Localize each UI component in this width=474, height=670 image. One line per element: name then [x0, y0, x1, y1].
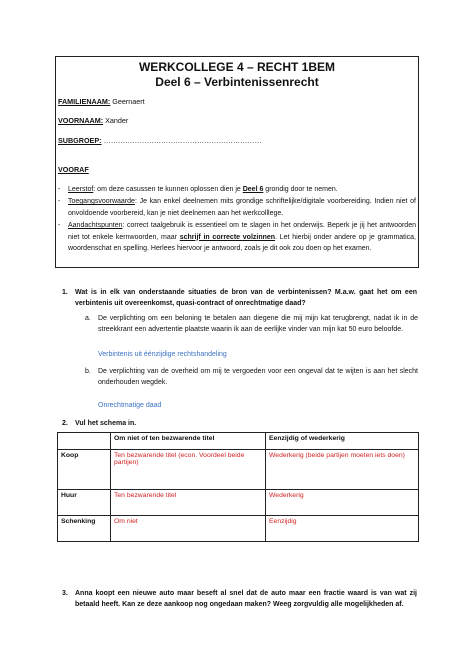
- toegang-text: : Je kan enkel deelnemen mits grondige schriftelijke/digitale voorbereiding. Indien niet of onvoldoende voorbereid, kan je niet deelnemen aan het werkcolllege.: [68, 198, 416, 217]
- answer-cell[interactable]: Wederkerig: [266, 490, 419, 516]
- voornaam-line: [58, 116, 128, 125]
- table-row: [58, 490, 419, 516]
- bullet-aandacht: [58, 220, 416, 255]
- row-label: Koop: [58, 450, 111, 490]
- question-1b: [85, 366, 418, 388]
- answer-cell[interactable]: Ten bezwarende titel: [111, 490, 266, 516]
- row-label: Schenking: [58, 516, 111, 542]
- answer-1b[interactable]: Onrechtmatige daad: [98, 402, 162, 409]
- leerstof-text-end: grondig door te nemen.: [263, 186, 338, 193]
- leerstof-text: : om deze casussen te kunnen oplossen dien je: [93, 186, 243, 193]
- question-1: [62, 287, 417, 309]
- sub-letter: a.: [85, 315, 91, 322]
- bullet-dash: -: [58, 186, 61, 193]
- familienaam-line: [58, 97, 145, 106]
- sub-text: De verplichting van de overheid om mij te vergoeden voor een ongeval dat te wijten is aan het slecht onderhouden wegdek.: [98, 368, 418, 386]
- aandacht-text: : correct taalgebruik is essentieel om te slagen in het onderwijs. Beperk je jij het antwoorden niet tot enkele kernwoorden, maar: [68, 222, 416, 241]
- sub-text: De verplichting om een beloning te betalen aan diegene die mij mijn kat terugbrengt, nadat ik in de streekkrant een advertentie plaatste waarin ik aan de eerlijke vinder van mijn kat 50 euro beloofde.: [98, 315, 418, 333]
- question-3: [62, 588, 417, 610]
- table-header-cell: [58, 433, 111, 450]
- bullet-dash: -: [58, 222, 61, 229]
- row-label: Huur: [58, 490, 111, 516]
- bullet-leerstof: [58, 184, 416, 196]
- toegang-label: Toegangsvoorwaarde: [68, 198, 135, 205]
- answer-1a[interactable]: Verbintenis uit éénzijdige rechtshandeling: [98, 351, 227, 358]
- sub-letter: b.: [85, 368, 91, 375]
- leerstof-label: Leerstof: [68, 186, 94, 193]
- subgroep-label: SUBGROEP:: [58, 136, 102, 145]
- aandacht-text-end: . Let hierbij onder andere op je grammatica, woordenschat en spelling. Herlees hiervoor je antwoord, zoals je dit ook zou doen op het examen.: [68, 233, 417, 252]
- question-number: 3.: [62, 590, 68, 597]
- bullet-toegang: [58, 196, 416, 219]
- voornaam-value: Xander: [103, 116, 129, 125]
- question-text: Vul het schema in.: [75, 420, 137, 427]
- question-text: Anna koopt een nieuwe auto maar beseft al snel dat de auto maar een fractie waard is van wat zij betaald heeft. Kan ze deze aankoop nog ongedaan maken? Weeg zorgvuldig alle mogelijkheden af.: [75, 590, 417, 608]
- table-row: [58, 450, 419, 490]
- question-number: 1.: [62, 289, 68, 296]
- answer-cell[interactable]: Ten bezwarende titel (econ. Voordeel beide partijen): [111, 450, 266, 490]
- question-text: Wat is in elk van onderstaande situaties de bron van de verbintenissen? M.a.w. gaat het om een verbintenis uit overeenkomst, quasi-contract of onrechtmatige daad?: [75, 289, 417, 307]
- vooraf-heading: VOORAF: [58, 165, 89, 174]
- leerstof-bold: Deel 6: [242, 186, 264, 193]
- answer-cell[interactable]: Eenzijdig: [266, 516, 419, 542]
- aandacht-bold: schrijf in correcte volzinnen: [179, 233, 276, 241]
- answer-cell[interactable]: Om niet: [111, 516, 266, 542]
- question-number: 2.: [62, 420, 68, 427]
- voornaam-label: VOORNAAM:: [58, 116, 104, 125]
- document-title: WERKCOLLEGE 4 – RECHT 1BEM: [138, 60, 336, 74]
- schema-table: [57, 432, 419, 542]
- table-header-row: [58, 433, 419, 450]
- familienaam-label: FAMILIENAAM:: [58, 97, 111, 106]
- question-2: [62, 418, 417, 429]
- subgroep-line: [58, 136, 262, 145]
- table-header-cell: Eenzijdig of wederkerig: [266, 433, 419, 450]
- answer-cell[interactable]: Wederkerig (beide partijen moeten iets doen): [266, 450, 419, 490]
- table-header-cell: Om niet of ten bezwarende titel: [111, 433, 266, 450]
- familienaam-value: Geernaert: [110, 97, 145, 106]
- aandacht-label: Aandachtspunten: [68, 222, 123, 229]
- document-subtitle: Deel 6 – Verbintenissenrecht: [155, 75, 319, 89]
- table-row: [58, 516, 419, 542]
- subgroep-value: …………………………………………………………: [101, 136, 262, 145]
- vooraf-heading-line: [58, 165, 89, 174]
- bullet-dash: -: [58, 198, 61, 205]
- question-1a: [85, 313, 418, 335]
